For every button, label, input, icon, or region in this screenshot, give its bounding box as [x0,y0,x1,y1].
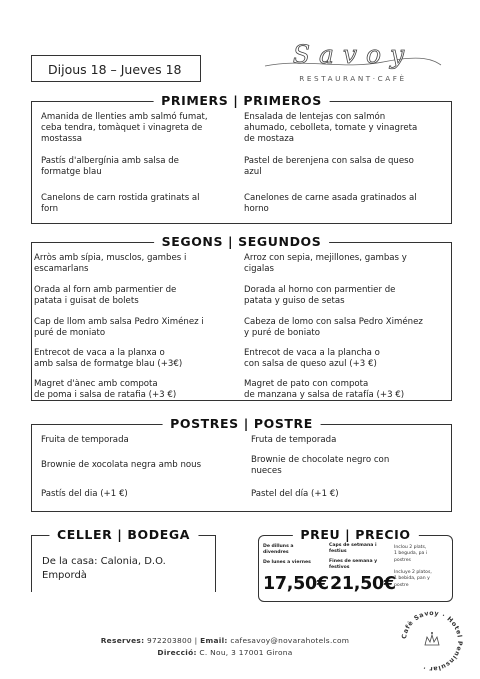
weekday-price: 17,50€ [263,574,329,594]
segon-es-1: Arroz con sepia, mejillones, gambas y cigalas [244,253,407,275]
address-label: Direcció: [157,648,197,657]
postres-title: POSTRES | POSTRE [162,416,321,431]
stamp-text: Cafè Savoy · Hotel Peninsular · [401,609,464,673]
primer-es-1: Ensalada de lentejas con salmón ahumado, cebolleta, tomate y vinagreta de mostaza [244,112,418,145]
segon-ca-1: Arròs amb sípia, musclos, gambes i escamarlans [34,253,187,275]
primer-ca-1: Amanida de llenties amb salmó fumat, ceba tendra, tomàquet i vinagreta de mostassa [41,112,208,145]
reserves-label: Reserves: [100,636,145,645]
postre-ca-1: Fruita de temporada [41,435,129,445]
cafe-savoy-stamp-icon [398,607,466,675]
celler-text: De la casa: Calonia, D.O. Empordà [42,556,166,581]
postre-es-1: Fruta de temporada [251,435,337,445]
preu-note-ca: Inclou 2 plats, 1 beguda, pa i postres [394,545,428,563]
postre-es-3: Pastel del día (+1 €) [251,489,339,499]
segon-ca-4: Entrecot de vaca a la planxa o amb salsa de formatge blau (+3€) [34,348,183,370]
preu-weekday-label1: De dilluns a divendres [263,544,294,556]
preu-weekend-label1: Caps de setmana i festius [329,543,377,555]
weekend-price: 21,50€ [330,574,396,594]
primer-ca-2: Pastís d'albergínia amb salsa de formatge blau [41,156,179,178]
segon-es-2: Dorada al horno con parmentier de patata y guiso de setas [244,285,396,307]
postre-es-2: Brownie de chocolate negro con nueces [251,455,390,477]
savoy-logo [253,40,453,92]
celler-title: CELLER | BODEGA [49,527,198,542]
primers-title: PRIMERS | PRIMEROS [153,93,330,108]
address-text: C. Nou, 3 17001 Girona [199,648,293,657]
preu-note-es: Incluye 2 platos, 1 bebida, pan y postre [394,570,432,588]
segon-ca-2: Orada al forn amb parmentier de patata i guisat de bolets [34,285,177,307]
segon-es-3: Cabeza de lomo con salsa Pedro Ximénez y puré de boniato [244,317,423,339]
email-label: Email: [200,636,228,645]
preu-weekend-label2: Fines de semana y festivos [329,559,378,571]
phone-number[interactable]: 972203800 [147,636,193,645]
postre-ca-2: Brownie de xocolata negra amb nous [41,460,202,470]
segon-es-4: Entrecot de vaca a la plancha o con salsa de queso azul (+3 €) [244,348,380,370]
svg-text:Cafè Savoy · Hotel Peninsular [401,610,463,672]
preu-title: PREU | PRECIO [292,527,418,542]
primer-ca-3: Canelons de carn rostida gratinats al forn [41,193,200,215]
logo-subtitle: RESTAURANT·CAFÈ [299,74,407,83]
email-address[interactable]: cafesavoy@novarahotels.com [230,636,350,645]
footer-address [60,648,390,657]
footer-contact: Reserves: 972203800 | Email: cafesavoy@novarahotels.com [100,636,350,645]
primer-es-2: Pastel de berenjena con salsa de queso azul [244,156,414,178]
primer-es-3: Canelones de carne asada gratinados al horno [244,193,417,215]
segon-ca-3: Cap de llom amb salsa Pedro Ximénez i puré de moniato [34,317,204,339]
preu-weekday-label2: De lunes a viernes [263,560,311,565]
date-box: Dijous 18 – Jueves 18 [31,55,201,82]
segon-es-5: Magret de pato con compota de manzana y salsa de ratafía (+3 €) [244,379,405,400]
segons-title: SEGONS | SEGUNDOS [154,234,330,249]
segon-ca-5: Magret d'ànec amb compota de poma i salsa de ratafia (+3 €) [34,379,177,400]
logo-name: Savoy [292,40,414,69]
postre-ca-3: Pastís del dia (+1 €) [41,489,128,499]
